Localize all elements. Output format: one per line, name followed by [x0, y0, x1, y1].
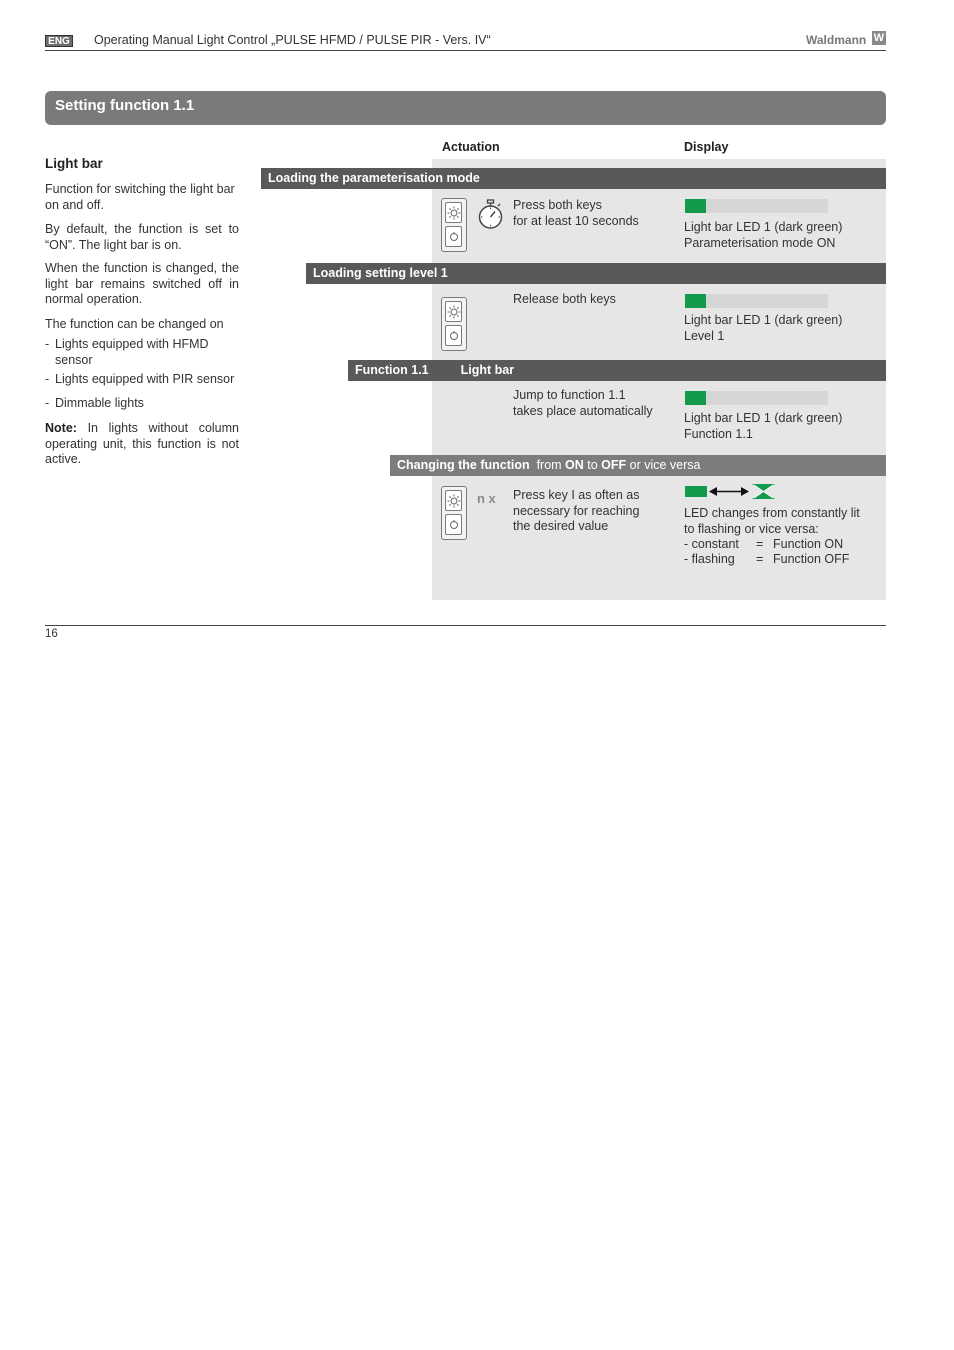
repeat-count: n x: [477, 491, 496, 506]
step1-display: [684, 220, 884, 251]
value-row-equals: =: [756, 552, 764, 566]
language-badge: ENG: [45, 35, 73, 47]
note-text: In lights without column operating unit, this function is not active.: [45, 421, 239, 466]
value-row-result: Function OFF: [773, 552, 850, 566]
brand-logo: W: [873, 32, 885, 44]
led-one: [685, 199, 706, 213]
action-line: Press key I as often as: [513, 488, 640, 502]
key-one-icon: [445, 202, 462, 223]
display-line: Light bar LED 1 (dark green): [684, 313, 843, 327]
action-line: takes place automatically: [513, 403, 653, 418]
left-paragraph-2: By default, the function is set to “ON”. The light bar is on.: [45, 222, 239, 252]
bar-on: ON: [565, 458, 584, 472]
display-line: Function 1.1: [684, 426, 753, 441]
action-line: Release both keys: [513, 292, 616, 306]
action-line: necessary for reaching: [513, 503, 640, 518]
function-number: Function 1.1: [355, 363, 429, 377]
function-name: Light bar: [460, 363, 515, 377]
footer-rule: [45, 625, 886, 626]
list-dash: -: [45, 372, 50, 386]
led-bar-indicator: [685, 391, 828, 405]
stopwatch-icon: [477, 199, 504, 233]
note: [45, 421, 239, 468]
list-dash: -: [45, 396, 50, 410]
display-line: LED changes from constantly lit: [684, 506, 860, 520]
action-line: Press both keys: [513, 198, 602, 212]
led-bar-indicator: [685, 294, 828, 308]
left-heading: Light bar: [45, 156, 103, 171]
step4-display: [684, 506, 884, 537]
led-one: [685, 391, 706, 405]
step-bar-parameterisation: Loading the parameterisation mode: [261, 168, 886, 189]
led-constant-icon: [685, 486, 707, 497]
list-item: Dimmable lights: [55, 396, 144, 410]
column-head-display: Display: [684, 140, 729, 154]
display-line: to flashing or vice versa:: [684, 521, 819, 536]
key-two-icon: [445, 226, 462, 247]
list-item: Lights equipped with HFMD sensor: [55, 337, 209, 367]
action-line: for at least 10 seconds: [513, 213, 639, 228]
key-one-icon: [445, 301, 462, 322]
action-line: Jump to function 1.1: [513, 388, 626, 402]
double-arrow-icon: [709, 485, 749, 501]
left-paragraph-3: When the function is changed, the light bar remains switched off in normal operation.: [45, 261, 239, 306]
document-title: Operating Manual Light Control „PULSE HFMD / PULSE PIR - Vers. IV“: [94, 33, 491, 47]
step-bar-setting-level: Loading setting level 1: [306, 263, 886, 284]
bar-off: OFF: [601, 458, 627, 472]
display-line: Light bar LED 1 (dark green): [684, 220, 843, 234]
keypad-icon: [441, 486, 467, 540]
value-row: - flashing: [684, 552, 735, 566]
value-row-equals: =: [756, 537, 764, 551]
display-line: Level 1: [684, 328, 725, 343]
bar-text: to: [583, 458, 602, 472]
brand-name: Waldmann: [806, 33, 867, 47]
keypad-icon: [441, 198, 467, 252]
keypad-icon: [441, 297, 467, 351]
step3-action: [513, 388, 678, 419]
left-paragraph-4: The function can be changed on: [45, 317, 224, 331]
step2-display: [684, 313, 884, 344]
display-line: Parameterisation mode ON: [684, 235, 836, 250]
list-dash: -: [45, 337, 50, 351]
bar-text: from: [529, 458, 566, 472]
led-flashing-icon: [752, 484, 775, 502]
note-label: Note:: [45, 421, 77, 435]
left-paragraph-1: Function for switching the light bar on and off.: [45, 182, 235, 212]
key-two-icon: [445, 514, 462, 535]
bar-bold: Changing the function: [397, 458, 530, 472]
step4-action: [513, 488, 678, 535]
list-item: Lights equipped with PIR sensor: [55, 372, 235, 386]
display-line: Light bar LED 1 (dark green): [684, 411, 843, 425]
step2-action: [513, 292, 673, 308]
header-rule: [45, 50, 886, 51]
column-head-actuation: Actuation: [442, 140, 500, 154]
led-bar-indicator: [685, 199, 828, 213]
led-one: [685, 294, 706, 308]
bar-text: or vice versa: [626, 458, 701, 472]
page-number: 16: [45, 628, 58, 640]
step3-display: [684, 411, 884, 442]
key-two-icon: [445, 325, 462, 346]
key-one-icon: [445, 490, 462, 511]
step-bar-changing-function: [390, 455, 886, 476]
value-row: - constant: [684, 537, 739, 551]
step-bar-function: [348, 360, 886, 381]
action-line: the desired value: [513, 519, 609, 533]
step1-action: [513, 198, 673, 229]
section-title: Setting function 1.1: [45, 91, 886, 125]
value-row-result: Function ON: [773, 537, 844, 551]
